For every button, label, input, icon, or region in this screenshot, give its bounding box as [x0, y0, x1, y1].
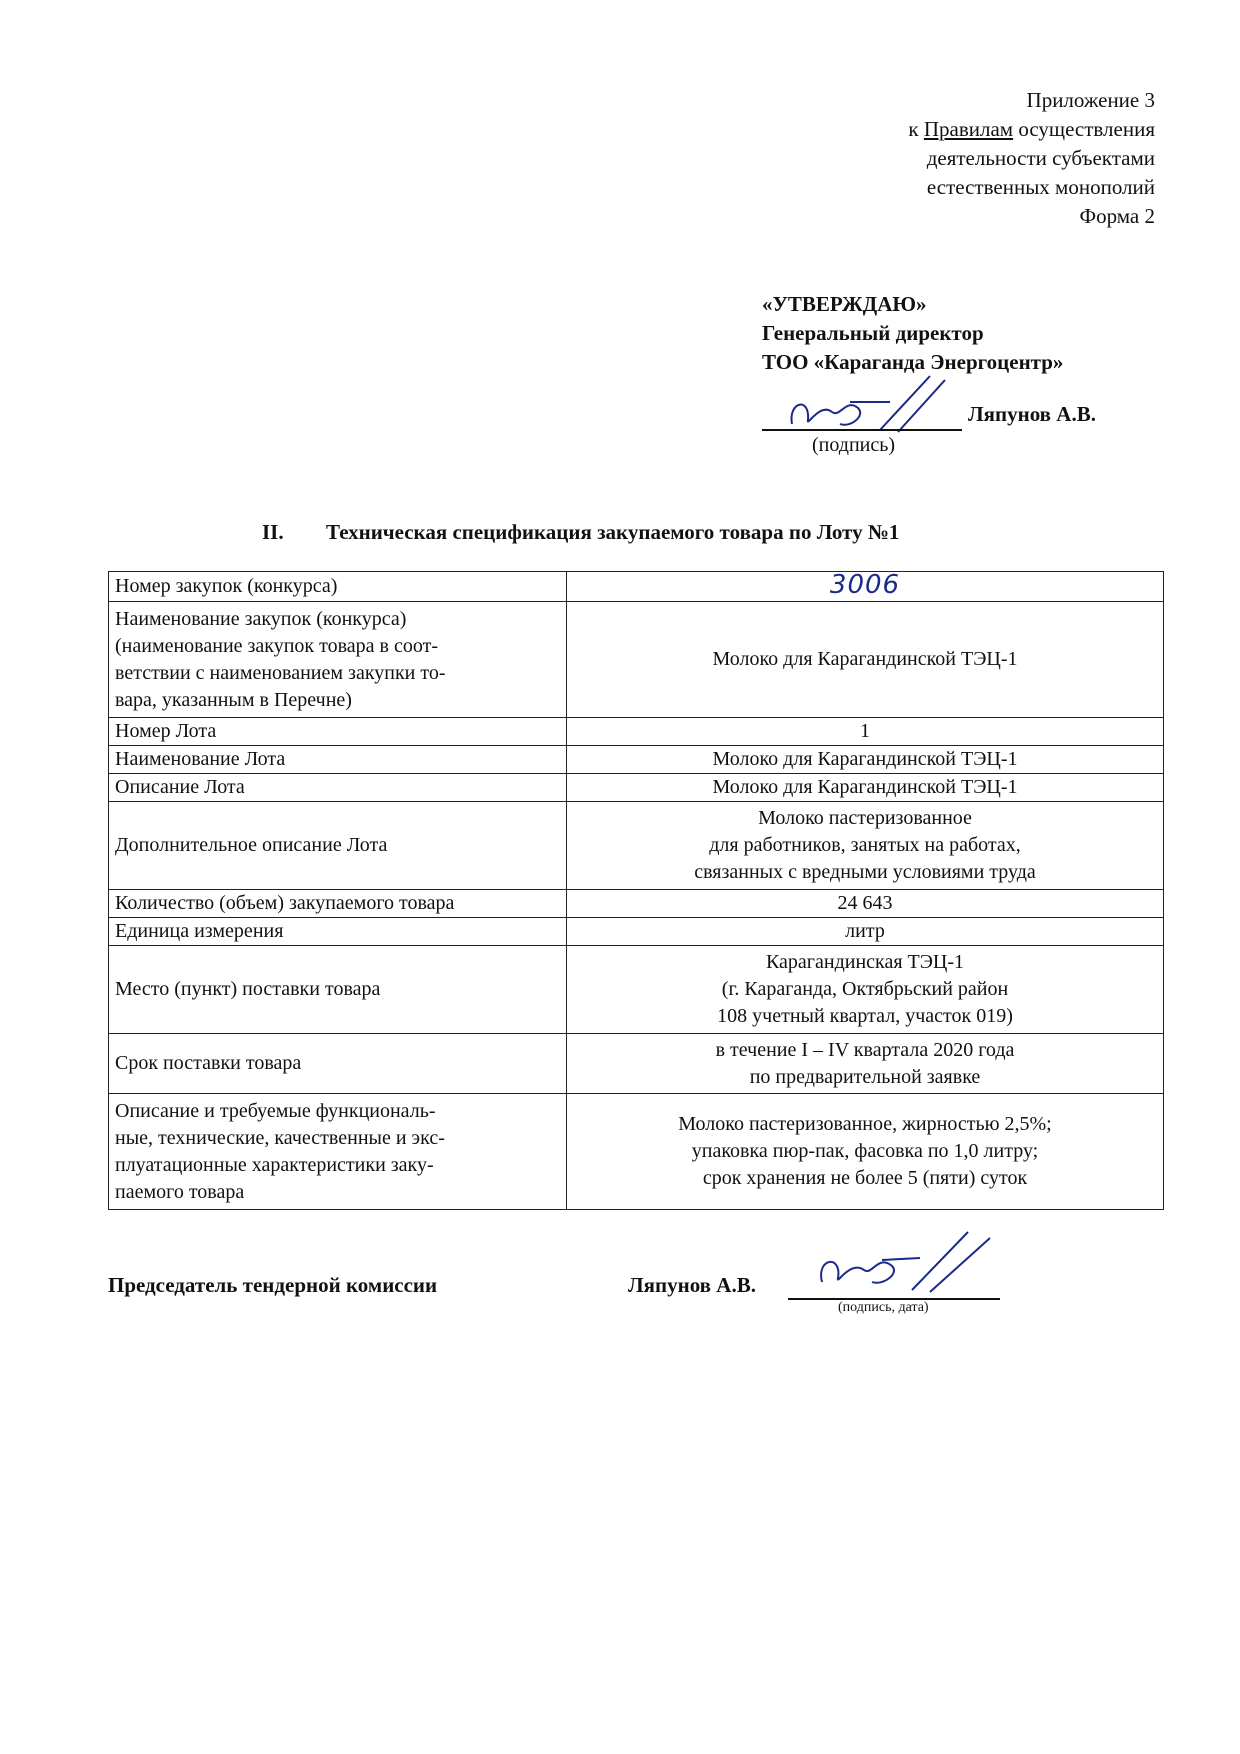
section-number: II. [262, 520, 284, 544]
row-value: 24 643 [567, 890, 1164, 918]
row-value: Молоко для Карагандинской ТЭЦ-1 [567, 602, 1164, 718]
table-row [109, 602, 1164, 718]
table-row [109, 946, 1164, 1034]
row-label: Место (пункт) поставки товара [109, 946, 567, 1034]
annex-line-3: деятельности субъектами [926, 146, 1155, 170]
signature-date-caption: (подпись, дата) [838, 1300, 929, 1315]
annex-header [908, 86, 1155, 231]
row-label: Срок поставки товара [109, 1034, 567, 1094]
annex-line-2: к Правилам осуществления [908, 117, 1155, 141]
rules-link[interactable]: Правилам [923, 117, 1014, 141]
row-label: Количество (объем) закупаемого товара [109, 890, 567, 918]
approval-block [762, 290, 1063, 377]
director-signature-line [762, 429, 962, 431]
director-signature [780, 372, 950, 442]
table-row [109, 718, 1164, 746]
row-value: Молоко для Карагандинской ТЭЦ-1 [567, 746, 1164, 774]
row-value: 1 [567, 718, 1164, 746]
row-value: в течение I – IV квартала 2020 года по предварительной заявке [567, 1034, 1164, 1094]
row-label: Номер Лота [109, 718, 567, 746]
table-row [109, 918, 1164, 946]
row-value: Молоко пастеризованное, жирностью 2,5%; упаковка пюр-пак, фасовка по 1,0 литру; срок хранения не более 5 (пяти) суток [567, 1094, 1164, 1210]
table-row [109, 572, 1164, 602]
row-label: Описание Лота [109, 774, 567, 802]
row-value: Молоко пастеризованное для работников, занятых на работах, связанных с вредными условиями труда [567, 802, 1164, 890]
director-name: Ляпунов А.В. [968, 402, 1096, 426]
table-row [109, 1034, 1164, 1094]
annex-form-number: Форма 2 [1079, 204, 1155, 228]
specification-table [108, 571, 1164, 1210]
table-row [109, 774, 1164, 802]
row-label: Наименование Лота [109, 746, 567, 774]
row-value: Молоко для Карагандинской ТЭЦ-1 [567, 774, 1164, 802]
table-row [109, 802, 1164, 890]
chair-signature [808, 1228, 998, 1300]
approval-position: Генеральный директор [762, 321, 984, 345]
approval-title: «УТВЕРЖДАЮ» [762, 292, 927, 316]
row-label: Единица измерения [109, 918, 567, 946]
chair-title: Председатель тендерной комиссии [108, 1273, 438, 1297]
approval-company: ТОО «Караганда Энергоцентр» [762, 350, 1064, 374]
table-row [109, 746, 1164, 774]
section-title: Техническая спецификация закупаемого товара по Лоту №1 [326, 520, 900, 544]
table-row [109, 1094, 1164, 1210]
row-label: Дополнительное описание Лота [109, 802, 567, 890]
signature-caption: (подпись) [812, 434, 896, 456]
chair-name: Ляпунов А.В. [628, 1273, 756, 1297]
row-label: Описание и требуемые функциональ- ные, технические, качественные и экс- плуатационные характеристики заку- паемого товара [109, 1094, 567, 1210]
row-label: Номер закупок (конкурса) [109, 572, 567, 602]
section-heading [262, 520, 899, 545]
handwritten-purchase-number: 3006 [829, 570, 901, 600]
table-row [109, 890, 1164, 918]
row-label: Наименование закупок (конкурса) (наименование закупок товара в соот- ветствии с наименованием закупки то- вара, указанным в Перечне) [109, 602, 567, 718]
row-value: Карагандинская ТЭЦ-1 (г. Караганда, Октябрьский район 108 учетный квартал, участок 019) [567, 946, 1164, 1034]
row-value: литр [567, 918, 1164, 946]
annex-line-1: Приложение 3 [1026, 88, 1155, 112]
row-value [567, 572, 1164, 602]
annex-line-4: естественных монополий [926, 175, 1155, 199]
